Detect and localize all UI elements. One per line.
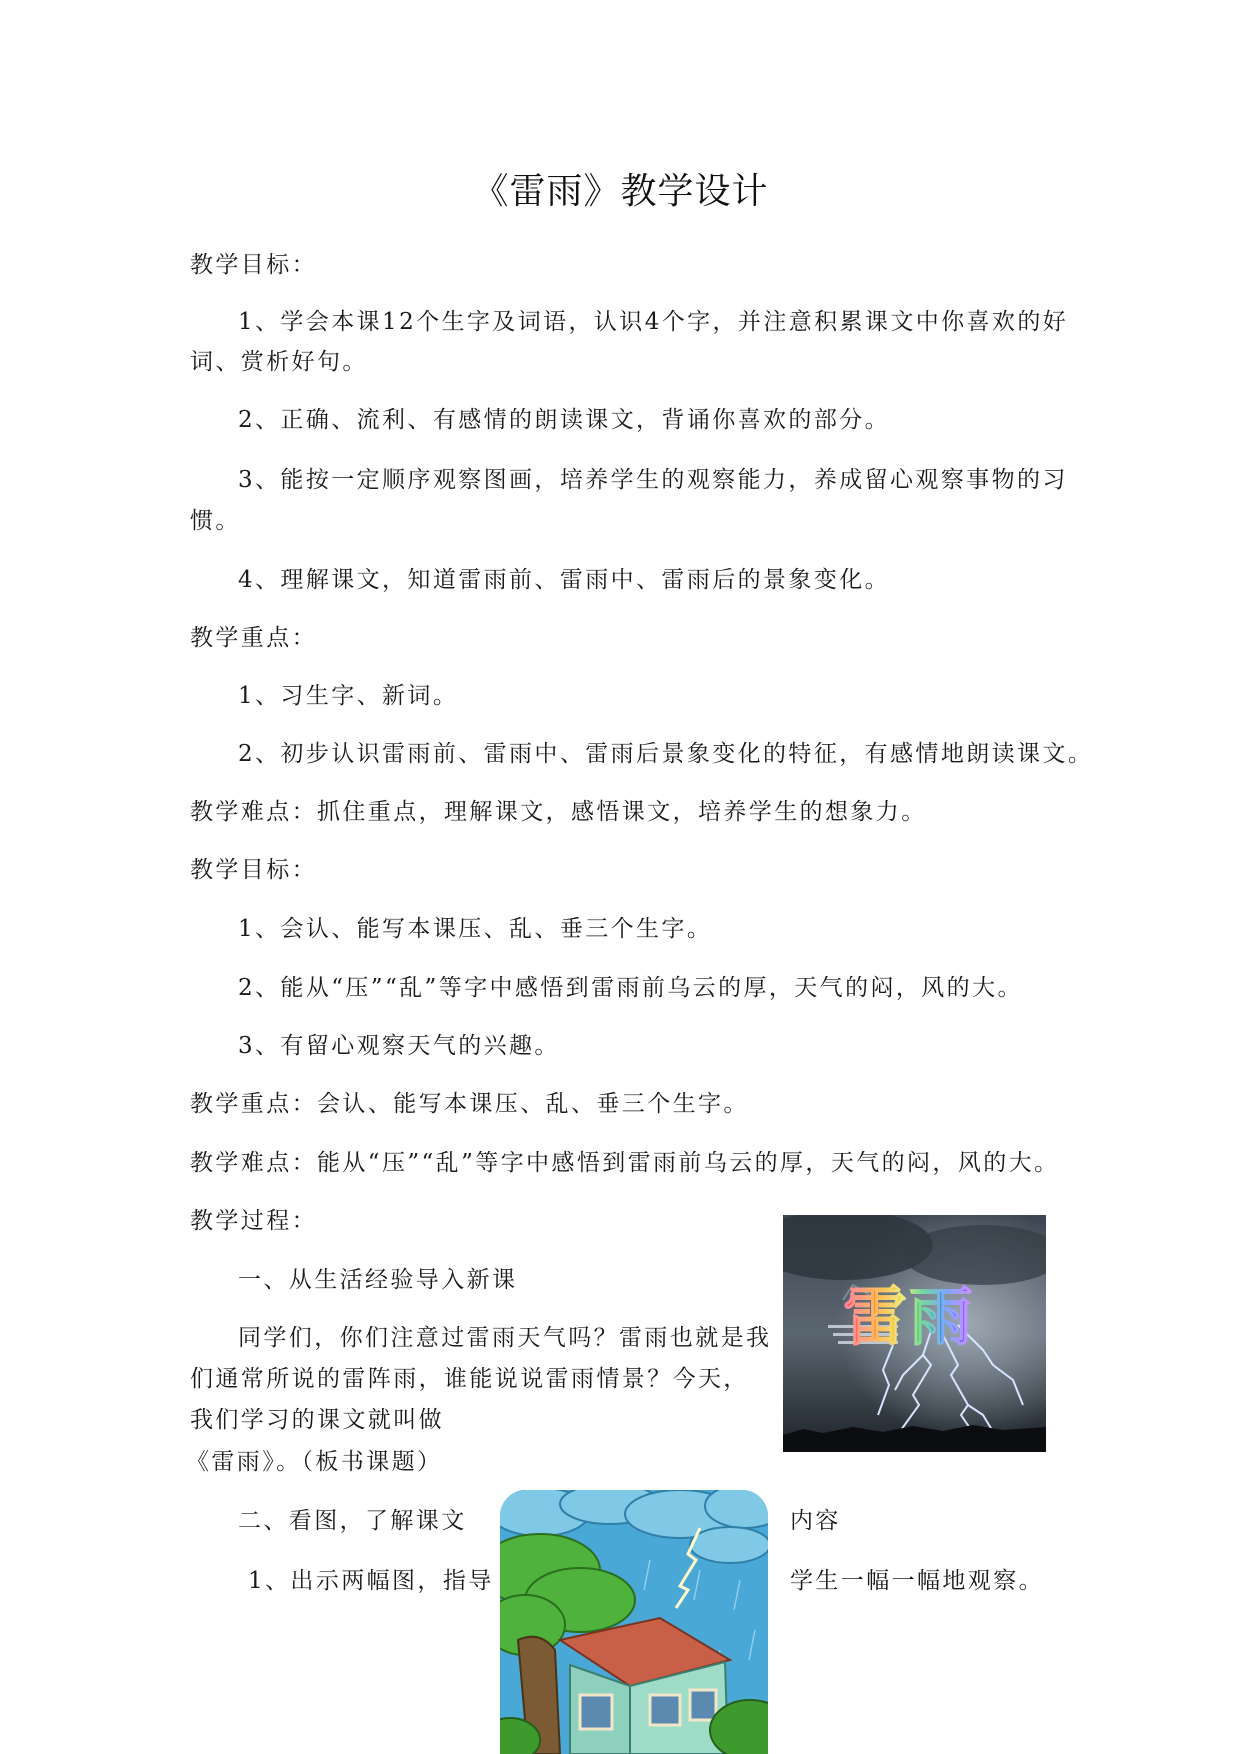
- paragraph-line: 1、出示两幅图，指导: [248, 1568, 494, 1594]
- section-heading: 教学目标：: [190, 252, 317, 278]
- paragraph-line: 教学重点：会认、能写本课压、乱、垂三个生字。: [190, 1091, 749, 1117]
- paragraph-line: 们通常所说的雷阵雨，谁能说说雷雨情景？今天，: [190, 1366, 749, 1392]
- storm-picture: [783, 1215, 1046, 1452]
- paragraph-line: 4、理解课文，知道雷雨前、雷雨中、雷雨后的景象变化。: [238, 567, 891, 593]
- section-heading: 教学目标：: [190, 857, 317, 883]
- house-rain-graphic: [500, 1490, 768, 1754]
- paragraph-line: 我们学习的课文就叫做: [190, 1407, 444, 1433]
- paragraph-line: 3、能按一定顺序观察图画，培养学生的观察能力，养成留心观察事物的习: [238, 467, 1068, 493]
- section-heading: 教学过程：: [190, 1208, 317, 1234]
- paragraph-line: 1、习生字、新词。: [238, 683, 459, 709]
- paragraph-line: 同学们，你们注意过雷雨天气吗？雷雨也就是我: [238, 1325, 772, 1351]
- paragraph-line: 2、正确、流利、有感情的朗读课文，背诵你喜欢的部分。: [238, 407, 891, 433]
- paragraph-line: 1、学会本课12个生字及词语，认识4个字，并注意积累课文中你喜欢的好: [238, 309, 1069, 335]
- paragraph-line: 内容: [790, 1508, 841, 1534]
- paragraph-line: 《雷雨》。（板书课题）: [186, 1449, 443, 1475]
- paragraph-line: 学生一幅一幅地观察。: [790, 1568, 1044, 1594]
- paragraph-line: 一、从生活经验导入新课: [238, 1267, 518, 1293]
- paragraph-line: 教学难点：抓住重点，理解课文，感悟课文，培养学生的想象力。: [190, 799, 927, 825]
- paragraph-line: 词、赏析好句。: [190, 349, 368, 375]
- paragraph-line: 3、有留心观察天气的兴趣。: [238, 1033, 560, 1059]
- house-rain-picture: [500, 1490, 768, 1754]
- paragraph-line: 教学难点：能从“压”“乱”等字中感悟到雷雨前乌云的厚，天气的闷，风的大。: [190, 1150, 1060, 1176]
- paragraph-line: 2、能从“压”“乱”等字中感悟到雷雨前乌云的厚，天气的闷，风的大。: [238, 975, 1023, 1001]
- paragraph-line: 1、会认、能写本课压、乱、垂三个生字。: [238, 916, 713, 942]
- storm-title-art: 雷雨: [843, 1281, 975, 1355]
- paragraph-line: 惯。: [190, 508, 241, 534]
- paragraph-line: 二、看图，了解课文: [238, 1508, 467, 1534]
- paragraph-line: 2、初步认识雷雨前、雷雨中、雷雨后景象变化的特征，有感情地朗读课文。: [238, 741, 1094, 767]
- document-title: 《雷雨》教学设计: [472, 171, 769, 212]
- section-heading: 教学重点：: [190, 625, 317, 651]
